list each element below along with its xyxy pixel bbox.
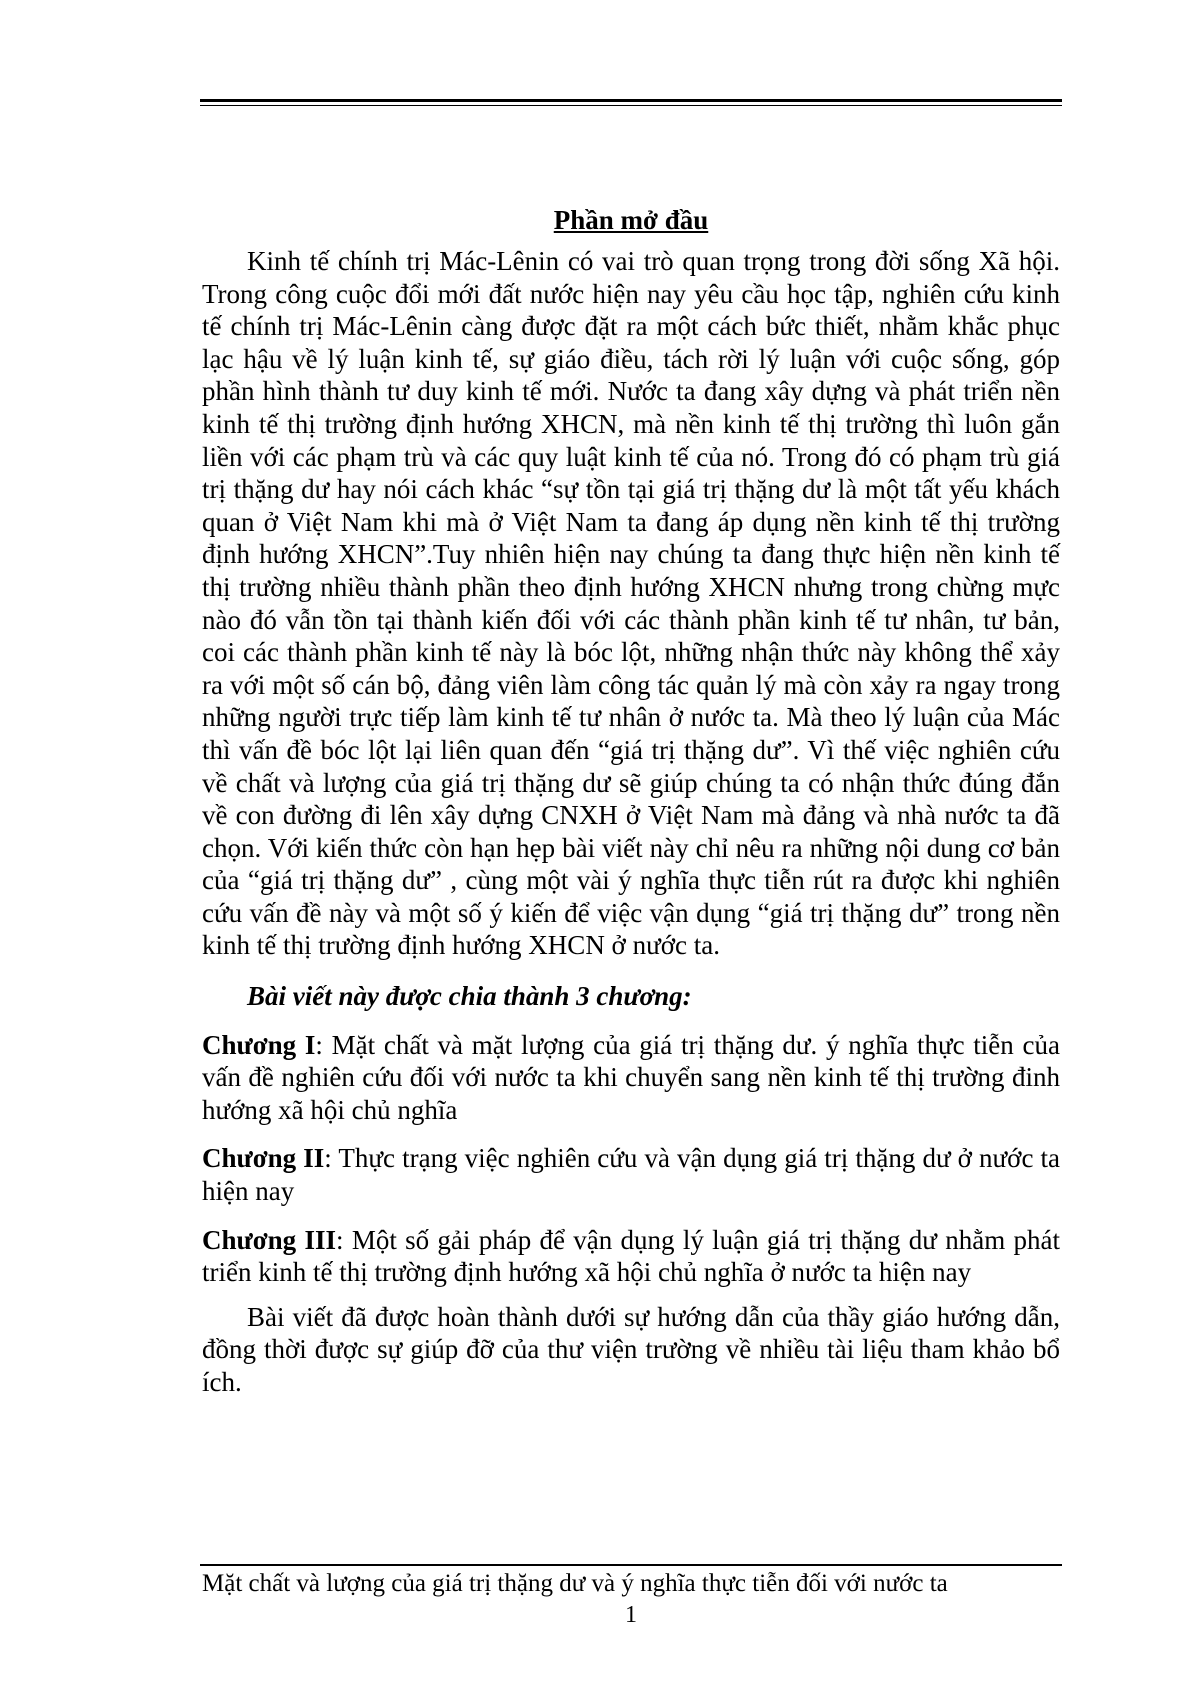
intro-paragraph: Kinh tế chính trị Mác-Lênin có vai trò quan trọng trong đời sống Xã hội. Trong công cuộc đổi mới đất nước hiện nay yêu cầu học tập, nghiên cứu kinh tế chính trị Mác-Lênin càng được đặt ra một cách bức thiết, nhằm khắc phục lạc hậu về lý luận kinh tế, sự giáo điều, tách rời lý luận với cuộc sống, góp phần hình thành tư duy kinh tế mới. Nước ta đang xây dựng và phát triển nền kinh tế thị trường định hướng XHCN, mà nền kinh tế thị trường thì luôn gắn liền với các phạm trù và các quy luật kinh tế của nó. Trong đó có phạm trù giá trị thặng dư hay nói cách khác “sự tồn tại giá trị thặng dư là một tất yếu khách quan ở Việt Nam khi mà ở Việt Nam ta đang áp dụng nền kinh tế thị trường định hướng XHCN”.Tuy nhiên hiện nay chúng ta đang thực hiện nền kinh tế thị trường nhiều thành phần theo định hướng XHCN nhưng trong chừng mực nào đó vẫn tồn tại thành kiến đối với các thành phần kinh tế tư nhân, tư bản, coi các thành phần kinh tế này là bóc lột, những nhận thức này không thể xảy ra với một số cán bộ, đảng viên làm công tác quản lý mà còn xảy ra ngay trong những người trực tiếp làm kinh tế tư nhân ở nước ta. Mà theo lý luận của Mác thì vấn đề bóc lột lại liên quan đến “giá trị thặng dư”. Vì thế việc nghiên cứu về chất và lượng của giá trị thặng dư sẽ giúp chúng ta có nhận thức đúng đắn về con đường đi lên xây dựng CNXH ở Việt Nam mà đảng và nhà nước ta đã chọn. Với kiến thức còn hạn hẹp bài viết này chỉ nêu ra những nội dung cơ bản của “giá trị thặng dư” , cùng một vài ý nghĩa thực tiễn rút ra được khi nghiên cứu vấn đề này và một số ý kiến để việc vận dụng “giá trị thặng dư” trong nền kinh tế thị trường định hướng XHCN ở nước ta. xyxy=(202,246,1060,961)
chapter-1-label: Chương I xyxy=(202,1029,316,1060)
chapter-2 xyxy=(202,1142,1060,1207)
chapter-2-label: Chương II xyxy=(202,1143,325,1174)
chapter-intro: Bài viết này được chia thành 3 chương: xyxy=(247,981,692,1012)
header-rule-thick xyxy=(200,99,1062,102)
document-body xyxy=(202,204,1060,1399)
footer-title: Mặt chất và lượng của giá trị thặng dư và ý nghĩa thực tiễn đối với nước ta xyxy=(202,1570,948,1597)
chapter-3-label: Chương III xyxy=(202,1224,337,1255)
footer-rule xyxy=(200,1564,1062,1566)
chapter-3-text: : Một số gải pháp để vận dụng lý luận giá trị thặng dư nhằm phát triển kinh tế thị trường định hướng xã hội chủ nghĩa ở nước ta hiện nay xyxy=(202,1224,1060,1288)
page-number: 1 xyxy=(625,1602,637,1628)
chapter-1-text: : Mặt chất và mặt lượng của giá trị thặng dư. ý nghĩa thực tiễn của vấn đề nghiên cứu đối với nước ta khi chuyển sang nền kinh tế thị trường đinh hướng xã hội chủ nghĩa xyxy=(202,1029,1060,1125)
closing-paragraph: Bài viết đã được hoàn thành dưới sự hướng dẫn của thầy giáo hướng dẫn, đồng thời được sự giúp đỡ của thư viện trường về nhiều tài liệu tham khảo bổ ích. xyxy=(202,1301,1060,1397)
header-rule-thin xyxy=(200,105,1062,106)
page-title: Phần mở đầu xyxy=(553,205,709,235)
chapter-1 xyxy=(202,1029,1060,1127)
chapter-2-text: : Thực trạng việc nghiên cứu và vận dụng giá trị thặng dư ở nước ta hiện nay xyxy=(202,1143,1060,1207)
chapter-3 xyxy=(202,1224,1060,1289)
